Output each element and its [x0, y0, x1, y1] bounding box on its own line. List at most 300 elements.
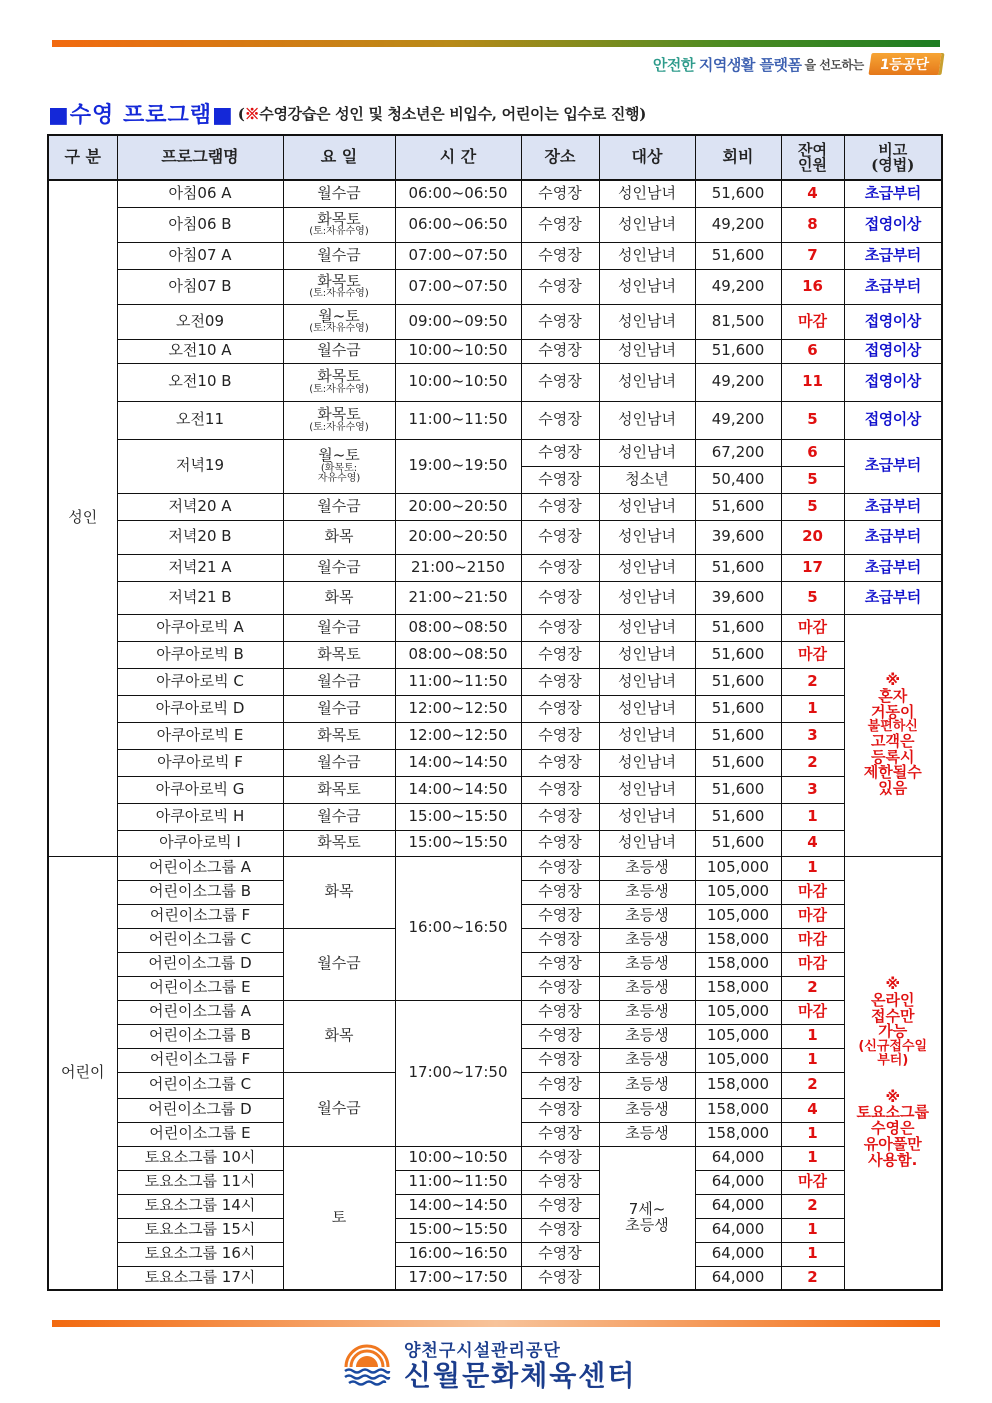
note-line: 제한될수: [863, 763, 922, 782]
remaining-seats: 마감: [781, 1000, 844, 1024]
program-fee: 67,200: [695, 439, 781, 466]
remaining-seats: 5: [781, 493, 844, 520]
program-place: 수영장: [521, 803, 599, 830]
remaining-seats: 3: [781, 722, 844, 749]
remaining-seats: 1: [781, 1146, 844, 1170]
program-place: 수영장: [521, 363, 599, 401]
program-days-sub2: 자유수영): [317, 472, 361, 484]
remaining-seats: 1: [781, 856, 844, 880]
header-remain: [781, 135, 844, 180]
program-name: 토요소그룹 16시: [117, 1242, 283, 1266]
reference-mark-icon: ※: [244, 105, 260, 123]
program-name: 아쿠아로빅 C: [117, 668, 283, 695]
remaining-seats: 마감: [781, 952, 844, 976]
group-adult: 성인: [48, 180, 117, 856]
program-time: 08:00~08:50: [395, 614, 521, 641]
program-note: 초급부터: [844, 554, 942, 581]
note-line: 가능: [878, 1022, 908, 1041]
program-days: 화목토: [283, 830, 395, 856]
note-line: 불편하신: [867, 719, 918, 735]
program-note: 초급부터: [844, 493, 942, 520]
program-days: [283, 207, 395, 242]
program-fee: 51,600: [695, 180, 781, 207]
footer-center-name: 신월문화체육센터: [404, 1359, 637, 1392]
program-time: 12:00~12:50: [395, 695, 521, 722]
program-target: 성인남녀: [599, 581, 695, 614]
program-place: 수영장: [521, 880, 599, 904]
program-place: 수영장: [521, 1048, 599, 1072]
program-time: 21:00~21:50: [395, 581, 521, 614]
program-place: 수영장: [521, 668, 599, 695]
program-place: 수영장: [521, 641, 599, 668]
remaining-seats: 1: [781, 1122, 844, 1146]
program-target: 성인남녀: [599, 722, 695, 749]
program-time: 11:00~11:50: [395, 668, 521, 695]
swim-program-table: [47, 134, 943, 1291]
note-line: 있음: [878, 779, 908, 798]
program-place: 수영장: [521, 695, 599, 722]
program-days-main: 화목토: [317, 209, 361, 228]
program-time: 16:00~16:50: [395, 1242, 521, 1266]
program-place: 수영장: [521, 749, 599, 776]
table-row: [48, 520, 942, 554]
program-days: [283, 304, 395, 339]
table-row: [48, 269, 942, 304]
program-fee: 50,400: [695, 466, 781, 493]
program-place: 수영장: [521, 976, 599, 1000]
header-place: 장소: [521, 135, 599, 180]
program-place: 수영장: [521, 466, 599, 493]
table-row: [48, 614, 942, 641]
program-target-main: 7세~: [628, 1200, 666, 1219]
table-row: [48, 856, 942, 880]
program-name: 아쿠아로빅 B: [117, 641, 283, 668]
program-fee: 105,000: [695, 904, 781, 928]
program-name: 아쿠아로빅 A: [117, 614, 283, 641]
program-note: 초급부터: [844, 439, 942, 493]
bottom-gradient-bar: [52, 1320, 940, 1327]
program-fee: 51,600: [695, 242, 781, 269]
program-fee: 49,200: [695, 401, 781, 439]
program-name: 저녁20 A: [117, 493, 283, 520]
title-note-open: (: [237, 105, 245, 123]
program-days: 월수금: [283, 554, 395, 581]
header-days: 요 일: [283, 135, 395, 180]
program-note: 초급부터: [844, 581, 942, 614]
program-target: 성인남녀: [599, 614, 695, 641]
program-days: 월수금: [283, 749, 395, 776]
remaining-seats: 1: [781, 1048, 844, 1072]
slogan-part2: 지역생활 플랫폼: [698, 55, 802, 74]
program-fee: 64,000: [695, 1218, 781, 1242]
program-days: 월수금: [283, 1072, 395, 1146]
program-place: 수영장: [521, 1072, 599, 1098]
program-target: 초등생: [599, 904, 695, 928]
program-days-sub1: (토:자유수영): [309, 383, 369, 395]
program-place: 수영장: [521, 1098, 599, 1122]
program-target: 성인남녀: [599, 641, 695, 668]
program-fee: 105,000: [695, 880, 781, 904]
program-target: 성인남녀: [599, 520, 695, 554]
program-name: 아침07 B: [117, 269, 283, 304]
program-target: 초등생: [599, 928, 695, 952]
program-note: 접영이상: [844, 401, 942, 439]
program-place: 수영장: [521, 269, 599, 304]
program-target: 초등생: [599, 1024, 695, 1048]
program-place: 수영장: [521, 722, 599, 749]
program-target: 청소년: [599, 466, 695, 493]
remaining-seats: 1: [781, 803, 844, 830]
program-fee: 105,000: [695, 1024, 781, 1048]
program-place: 수영장: [521, 1218, 599, 1242]
top-gradient-bar: [52, 40, 940, 47]
remaining-seats: 2: [781, 1194, 844, 1218]
program-fee: 158,000: [695, 928, 781, 952]
program-days: 화목토: [283, 776, 395, 803]
program-time: 08:00~08:50: [395, 641, 521, 668]
program-days: 월수금: [283, 695, 395, 722]
remaining-seats: 20: [781, 520, 844, 554]
program-target: 성인남녀: [599, 439, 695, 466]
program-days: 화목: [283, 856, 395, 928]
note-line: 접수만: [871, 1006, 915, 1025]
program-days: [283, 439, 395, 493]
program-place: 수영장: [521, 207, 599, 242]
program-name: 어린이소그룹 D: [117, 952, 283, 976]
table-row: [48, 830, 942, 856]
program-target: 성인남녀: [599, 269, 695, 304]
program-time: 17:00~17:50: [395, 1000, 521, 1146]
title-note: [238, 103, 646, 124]
program-time: 06:00~06:50: [395, 180, 521, 207]
table-row: [48, 668, 942, 695]
remaining-seats: 1: [781, 695, 844, 722]
remaining-seats: 8: [781, 207, 844, 242]
reference-mark-icon: ※: [885, 975, 901, 994]
program-note: 접영이상: [844, 207, 942, 242]
table-row: [48, 1218, 942, 1242]
table-row: [48, 1194, 942, 1218]
note-line: 유아풀만: [863, 1134, 922, 1153]
program-place: 수영장: [521, 339, 599, 363]
program-target: 초등생: [599, 856, 695, 880]
program-place: 수영장: [521, 401, 599, 439]
program-target: 성인남녀: [599, 554, 695, 581]
program-name: 오전09: [117, 304, 283, 339]
program-days-sub1: (토:자유수영): [309, 323, 369, 335]
program-time: 10:00~10:50: [395, 339, 521, 363]
table-row: [48, 641, 942, 668]
program-note: 초급부터: [844, 269, 942, 304]
program-time: 07:00~07:50: [395, 242, 521, 269]
program-time: 16:00~16:50: [395, 856, 521, 1000]
remaining-seats: 11: [781, 363, 844, 401]
program-place: 수영장: [521, 520, 599, 554]
program-time: 14:00~14:50: [395, 749, 521, 776]
program-place: 수영장: [521, 1194, 599, 1218]
title-note-text: 수영강습은 성인 및 청소년은 비입수, 어린이는 입수로 진행): [259, 105, 647, 123]
program-fee: 64,000: [695, 1266, 781, 1290]
program-days-sub1: (토:자유수영): [309, 226, 369, 238]
program-days: 화목토: [283, 722, 395, 749]
program-target: 성인남녀: [599, 242, 695, 269]
program-place: 수영장: [521, 904, 599, 928]
program-name: 오전10 A: [117, 339, 283, 363]
program-time: 10:00~10:50: [395, 1146, 521, 1170]
program-target: 성인남녀: [599, 830, 695, 856]
program-target-sub1: 초등생: [625, 1216, 669, 1235]
note-line: 등록시: [871, 747, 915, 766]
remaining-seats: 2: [781, 1266, 844, 1290]
program-days-main: 화목토: [317, 271, 361, 290]
remaining-seats: 2: [781, 749, 844, 776]
remaining-seats: 4: [781, 830, 844, 856]
program-name: 어린이소그룹 A: [117, 856, 283, 880]
program-target: [599, 1146, 695, 1290]
header-note-line2: (영법): [871, 155, 915, 174]
program-fee: 105,000: [695, 1000, 781, 1024]
remaining-seats: 4: [781, 1098, 844, 1122]
program-name: 어린이소그룹 B: [117, 880, 283, 904]
note-line: 토요소그룹: [856, 1103, 929, 1122]
table-row: [48, 339, 942, 363]
program-fee: 51,600: [695, 776, 781, 803]
table-row: [48, 401, 942, 439]
remaining-seats: 5: [781, 466, 844, 493]
program-name: 저녁21 B: [117, 581, 283, 614]
program-fee: 158,000: [695, 1122, 781, 1146]
program-name: 어린이소그룹 C: [117, 928, 283, 952]
note-line: 수영은: [871, 1119, 915, 1138]
table-row: [48, 749, 942, 776]
program-name: 아침06 A: [117, 180, 283, 207]
program-days: [283, 363, 395, 401]
program-name: 어린이소그룹 B: [117, 1024, 283, 1048]
program-name: 어린이소그룹 E: [117, 976, 283, 1000]
program-place: 수영장: [521, 928, 599, 952]
remaining-seats: 17: [781, 554, 844, 581]
program-fee: 49,200: [695, 207, 781, 242]
program-target: 초등생: [599, 1072, 695, 1098]
program-days-main: 화목토: [317, 405, 361, 424]
program-days: 월수금: [283, 493, 395, 520]
program-fee: 51,600: [695, 493, 781, 520]
aqua-caution-note: [844, 614, 942, 856]
header-time: 시 간: [395, 135, 521, 180]
program-place: 수영장: [521, 952, 599, 976]
table-row: [48, 1170, 942, 1194]
program-time: 07:00~07:50: [395, 269, 521, 304]
remaining-seats: 1: [781, 1024, 844, 1048]
program-name: 토요소그룹 11시: [117, 1170, 283, 1194]
program-time: 11:00~11:50: [395, 401, 521, 439]
reference-mark-icon: ※: [885, 1087, 901, 1106]
program-target: 초등생: [599, 976, 695, 1000]
program-place: 수영장: [521, 1122, 599, 1146]
program-note: 초급부터: [844, 242, 942, 269]
program-note: 접영이상: [844, 304, 942, 339]
program-target: 성인남녀: [599, 776, 695, 803]
table-row: [48, 581, 942, 614]
program-target: 성인남녀: [599, 493, 695, 520]
program-days: [283, 269, 395, 304]
table-row: [48, 180, 942, 207]
program-target: 성인남녀: [599, 668, 695, 695]
program-place: 수영장: [521, 1024, 599, 1048]
program-target: 초등생: [599, 880, 695, 904]
sun-wave-emblem-icon: [340, 1337, 394, 1391]
program-target: 성인남녀: [599, 339, 695, 363]
program-fee: 51,600: [695, 830, 781, 856]
program-target: 초등생: [599, 1000, 695, 1024]
program-name: 저녁19: [117, 439, 283, 493]
program-name: 아침07 A: [117, 242, 283, 269]
program-fee: 81,500: [695, 304, 781, 339]
program-days-sub1: (토:자유수영): [309, 288, 369, 300]
program-time: 14:00~14:50: [395, 776, 521, 803]
program-place: 수영장: [521, 242, 599, 269]
program-name: 어린이소그룹 A: [117, 1000, 283, 1024]
program-fee: 64,000: [695, 1146, 781, 1170]
program-name: 아쿠아로빅 E: [117, 722, 283, 749]
table-row: [48, 493, 942, 520]
remaining-seats: 마감: [781, 1170, 844, 1194]
program-days: 화목: [283, 1000, 395, 1072]
program-name: 아쿠아로빅 F: [117, 749, 283, 776]
program-place: 수영장: [521, 1266, 599, 1290]
remaining-seats: 2: [781, 668, 844, 695]
program-name: 아쿠아로빅 D: [117, 695, 283, 722]
remaining-seats: 5: [781, 401, 844, 439]
program-days: 화목: [283, 581, 395, 614]
program-name: 아쿠아로빅 G: [117, 776, 283, 803]
program-time: 14:00~14:50: [395, 1194, 521, 1218]
program-fee: 158,000: [695, 1098, 781, 1122]
footer-org-name: 양천구시설관리공단: [404, 1341, 561, 1361]
program-name: 오전10 B: [117, 363, 283, 401]
table-row: [48, 439, 942, 466]
program-fee: 105,000: [695, 856, 781, 880]
children-caution-note: [844, 856, 942, 1290]
program-fee: 158,000: [695, 1072, 781, 1098]
program-days-main: 월~토: [318, 306, 360, 325]
note-line: 온라인: [871, 990, 915, 1009]
slogan-part1: 안전한: [652, 55, 695, 74]
remaining-seats: 3: [781, 776, 844, 803]
remaining-seats: 6: [781, 439, 844, 466]
program-time: 06:00~06:50: [395, 207, 521, 242]
remaining-seats: 1: [781, 1242, 844, 1266]
program-days: 월수금: [283, 928, 395, 1000]
table-row: [48, 304, 942, 339]
program-name: 토요소그룹 17시: [117, 1266, 283, 1290]
remaining-seats: 마감: [781, 904, 844, 928]
header-fee: 회비: [695, 135, 781, 180]
program-fee: 51,600: [695, 339, 781, 363]
program-days: 화목토: [283, 641, 395, 668]
slogan-badge: 1등공단: [868, 53, 941, 75]
remaining-seats: 마감: [781, 880, 844, 904]
program-target: 성인남녀: [599, 401, 695, 439]
program-days-sub1: (화목토:: [320, 462, 358, 474]
program-time: 19:00~19:50: [395, 439, 521, 493]
table-row: [48, 695, 942, 722]
note-line: [845, 1068, 942, 1090]
header-remain-line1: 잔여: [798, 140, 827, 159]
program-place: 수영장: [521, 304, 599, 339]
remaining-seats: 16: [781, 269, 844, 304]
program-fee: 64,000: [695, 1242, 781, 1266]
program-fee: 49,200: [695, 269, 781, 304]
remaining-seats: 마감: [781, 641, 844, 668]
program-fee: 64,000: [695, 1170, 781, 1194]
footer-logo: [340, 1336, 636, 1392]
note-line: 거동이: [871, 702, 915, 721]
program-place: 수영장: [521, 830, 599, 856]
program-target: 초등생: [599, 1048, 695, 1072]
program-place: 수영장: [521, 856, 599, 880]
program-time: 20:00~20:50: [395, 493, 521, 520]
table-row: [48, 803, 942, 830]
page-title: [48, 98, 646, 129]
program-days: [283, 401, 395, 439]
remaining-seats: 4: [781, 180, 844, 207]
header-note-line1: 비고: [878, 140, 908, 159]
header-target: 대상: [599, 135, 695, 180]
program-fee: 39,600: [695, 520, 781, 554]
remaining-seats: 마감: [781, 304, 844, 339]
program-place: 수영장: [521, 776, 599, 803]
program-name: 어린이소그룹 C: [117, 1072, 283, 1098]
program-days: 월수금: [283, 339, 395, 363]
note-line: 부터): [877, 1052, 909, 1068]
program-target: 초등생: [599, 1122, 695, 1146]
program-name: 오전11: [117, 401, 283, 439]
program-note: 초급부터: [844, 520, 942, 554]
note-line: 사용함.: [868, 1150, 918, 1169]
header-gubun: 구 분: [48, 135, 117, 180]
program-time: 10:00~10:50: [395, 363, 521, 401]
program-days-sub1: (토:자유수영): [309, 421, 369, 433]
program-fee: 51,600: [695, 614, 781, 641]
program-target: 성인남녀: [599, 304, 695, 339]
remaining-seats: 5: [781, 581, 844, 614]
program-note: 초급부터: [844, 180, 942, 207]
table-row: [48, 1146, 942, 1170]
program-days: 월수금: [283, 242, 395, 269]
program-days: 월수금: [283, 180, 395, 207]
program-time: 09:00~09:50: [395, 304, 521, 339]
program-fee: 51,600: [695, 803, 781, 830]
program-name: 아쿠아로빅 H: [117, 803, 283, 830]
program-name: 어린이소그룹 F: [117, 1048, 283, 1072]
remaining-seats: 마감: [781, 928, 844, 952]
remaining-seats: 2: [781, 976, 844, 1000]
program-name: 저녁21 A: [117, 554, 283, 581]
program-place: 수영장: [521, 493, 599, 520]
program-fee: 158,000: [695, 976, 781, 1000]
slogan-banner: [653, 52, 940, 76]
table-row: [48, 554, 942, 581]
program-time: 21:00~2150: [395, 554, 521, 581]
program-place: 수영장: [521, 439, 599, 466]
reference-mark-icon: ※: [885, 671, 901, 690]
note-line: 혼자: [878, 686, 908, 705]
title-main: ■수영 프로그램■: [48, 103, 234, 128]
slogan-part3: 을 선도하는: [804, 57, 864, 72]
program-target: 초등생: [599, 952, 695, 976]
program-name: 토요소그룹 10시: [117, 1146, 283, 1170]
